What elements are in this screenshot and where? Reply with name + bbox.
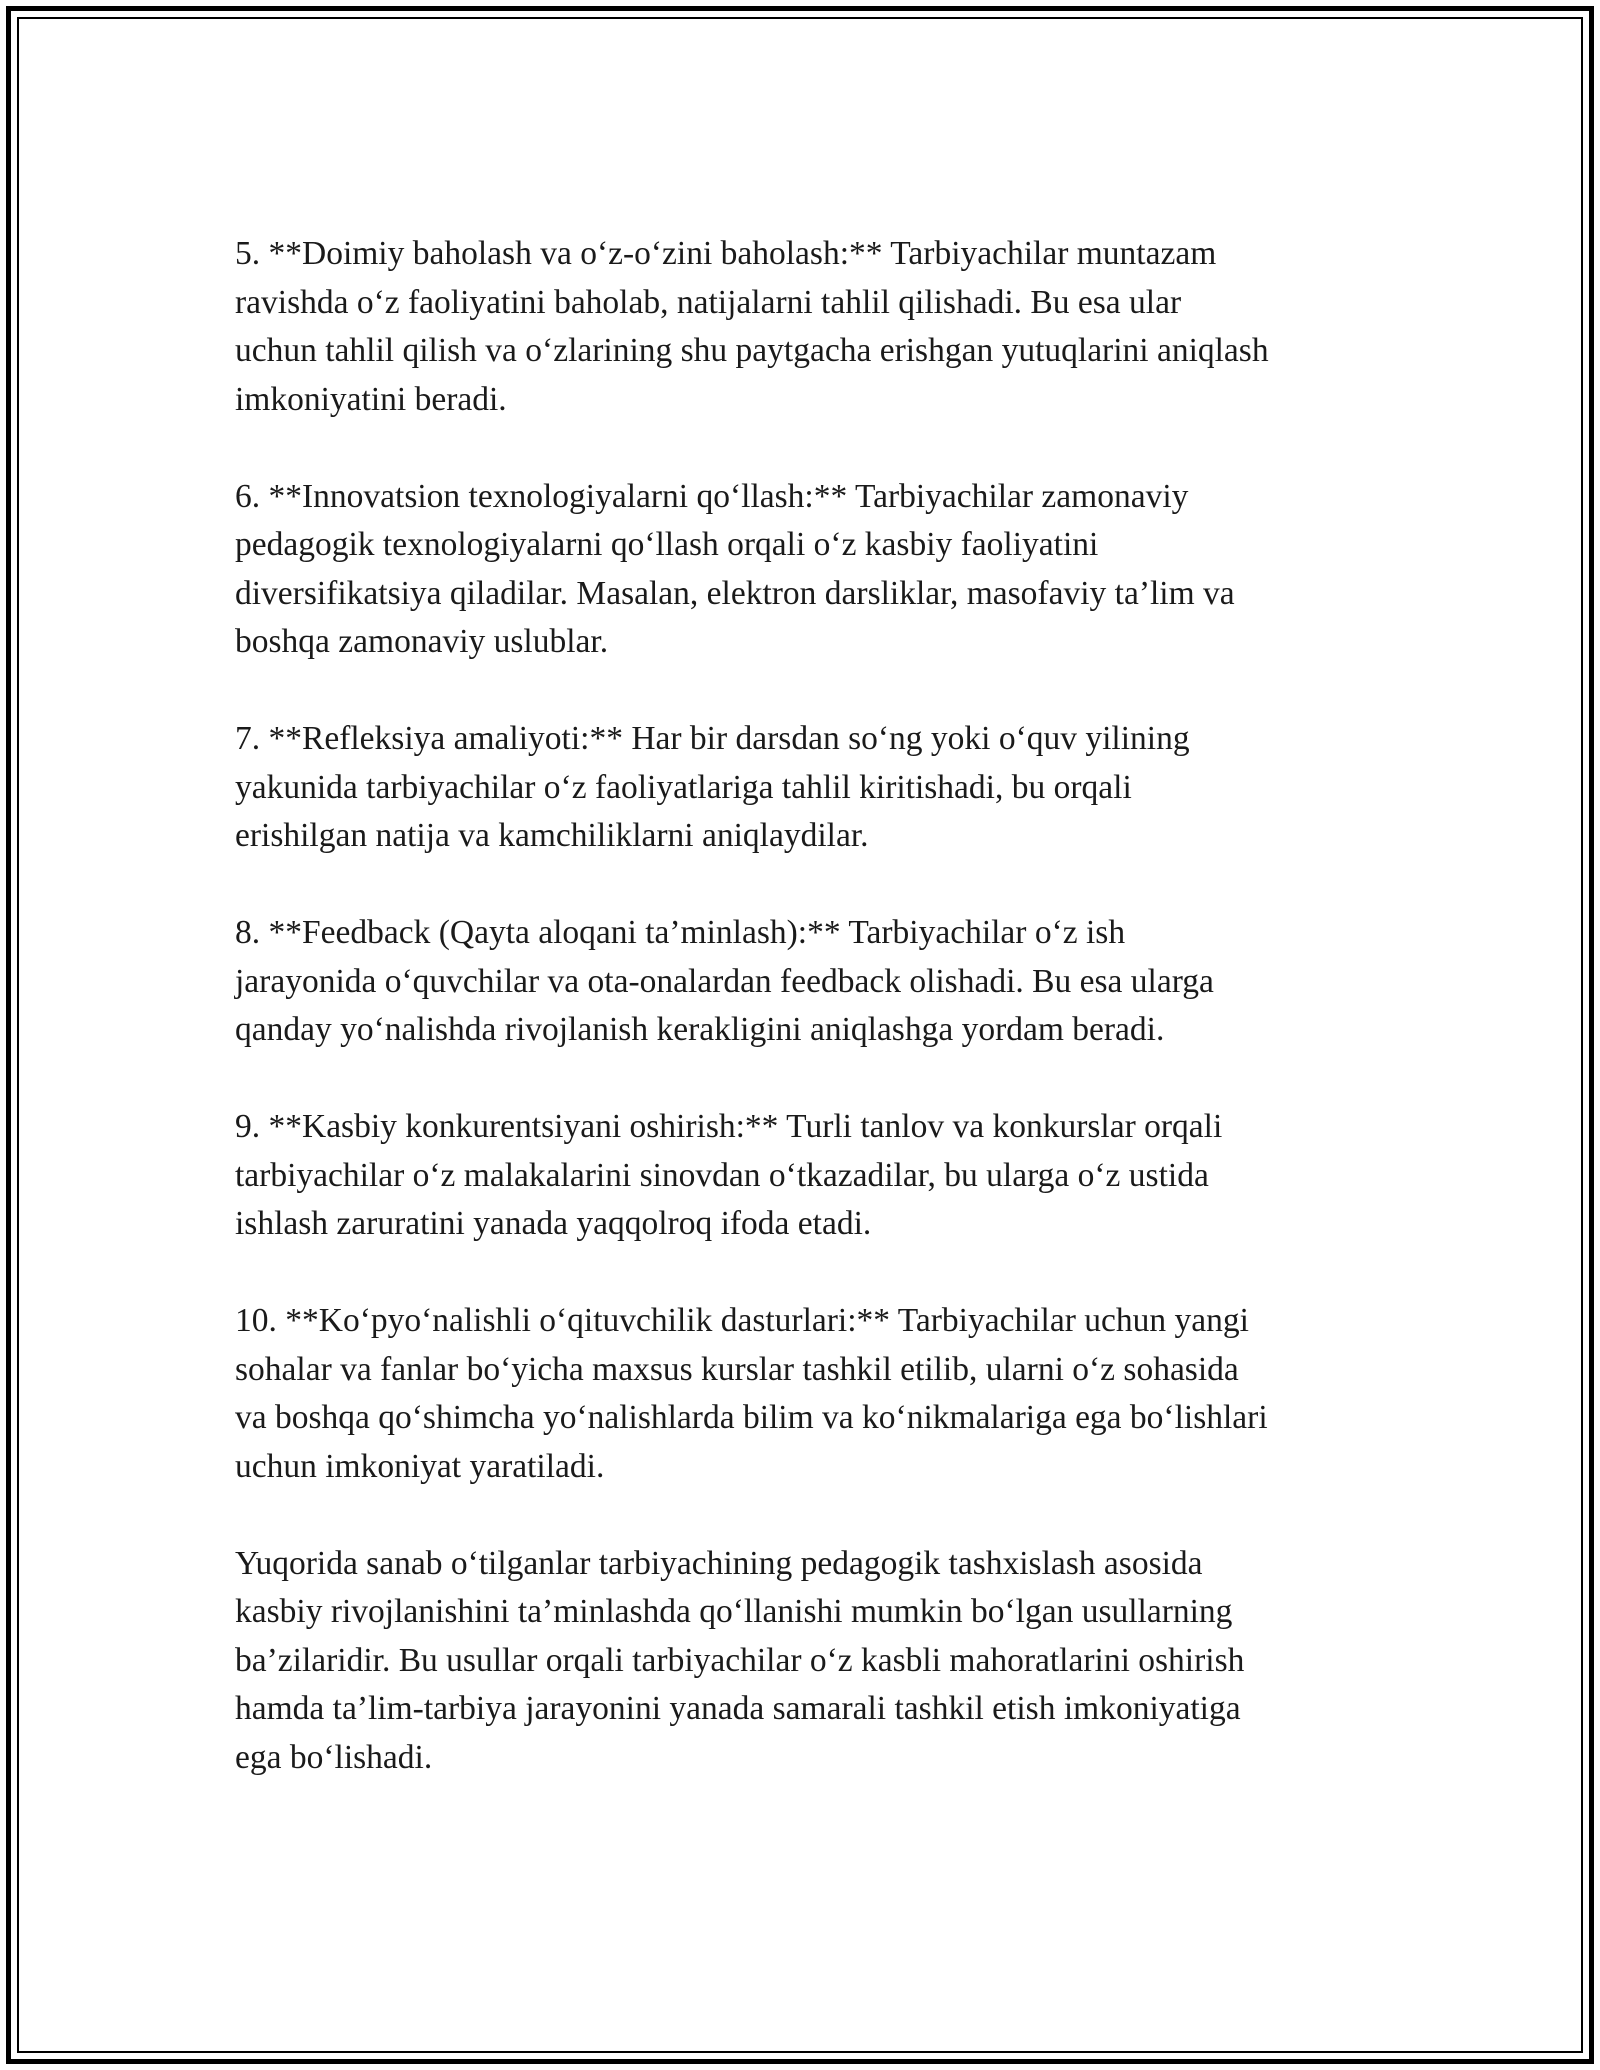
text-line: imkoniyatini beradi.: [235, 380, 507, 418]
text-line: diversifikatsiya qiladilar. Masalan, elektron darsliklar, masofaviy ta’lim va: [235, 574, 1235, 612]
text-line: ravishda o‘z faoliyatini baholab, natijalarni tahlil qilishadi. Bu esa ular: [235, 283, 1182, 321]
text-line: Yuqorida sanab o‘tilganlar tarbiyachining pedagogik tashxislash asosida: [235, 1544, 1203, 1582]
text-line: qanday yo‘nalishda rivojlanish kerakligini aniqlashga yordam beradi.: [235, 1011, 1165, 1048]
text-line: boshqa zamonaviy uslublar.: [235, 623, 609, 660]
text-line: ishlash zaruratini yanada yaqqolroq ifoda etadi.: [235, 1205, 872, 1242]
text-line: 6. **Innovatsion texnologiyalarni qo‘llash:** Tarbiyachilar zamonaviy: [235, 477, 1189, 515]
paragraph-item-10: [235, 1297, 1385, 1491]
text-line: kasbiy rivojlanishini ta’minlashda qo‘llanishi mumkin bo‘lgan usullarning: [235, 1593, 1233, 1630]
text-line: uchun imkoniyat yaratiladi.: [235, 1447, 605, 1485]
text-line: hamda ta’lim-tarbiya jarayonini yanada samarali tashkil etish imkoniyatiga: [235, 1690, 1241, 1727]
text-line: pedagogik texnologiyalarni qo‘llash orqali o‘z kasbiy faoliyatini: [235, 526, 1099, 563]
text-line: ba’zilaridir. Bu usullar orqali tarbiyachilar o‘z kasbli mahoratlarini oshirish: [235, 1641, 1245, 1679]
text-line: yakunida tarbiyachilar o‘z faoliyatlariga tahlil kiritishadi, bu orqali: [235, 768, 1132, 806]
text-line: tarbiyachilar o‘z malakalarini sinovdan o‘tkazadilar, bu ularga o‘z ustida: [235, 1156, 1209, 1194]
text-line: 5. **Doimiy baholash va o‘z-o‘zini baholash:** Tarbiyachilar muntazam: [235, 235, 1217, 272]
paragraph-item-9: [235, 1103, 1385, 1249]
paragraph-item-8: [235, 909, 1385, 1055]
text-line: ega bo‘lishadi.: [235, 1738, 433, 1776]
text-line: uchun tahlil qilish va o‘zlarining shu paytgacha erishgan yutuqlarini aniqlash: [235, 332, 1269, 369]
text-line: 10. **Ko‘pyo‘nalishli o‘qituvchilik dasturlari:** Tarbiyachilar uchun yangi: [235, 1302, 1249, 1339]
paragraph-conclusion: [235, 1540, 1385, 1783]
text-line: jarayonida o‘quvchilar va ota-onalardan feedback olishadi. Bu esa ularga: [235, 962, 1214, 1000]
paragraph-item-5: [235, 230, 1385, 424]
paragraph-item-6: [235, 473, 1385, 667]
document-body: [235, 230, 1385, 1831]
text-line: 8. **Feedback (Qayta aloqani ta’minlash):** Tarbiyachilar o‘z ish: [235, 914, 1126, 951]
paragraph-item-7: [235, 715, 1385, 861]
text-line: 9. **Kasbiy konkurentsiyani oshirish:** Turli tanlov va konkurslar orqali: [235, 1108, 1223, 1145]
text-line: erishilgan natija va kamchiliklarni aniqlaydilar.: [235, 817, 869, 854]
text-line: sohalar va fanlar bo‘yicha maxsus kurslar tashkil etilib, ularni o‘z sohasida: [235, 1350, 1239, 1388]
text-line: va boshqa qo‘shimcha yo‘nalishlarda bilim va ko‘nikmalariga ega bo‘lishlari: [235, 1399, 1268, 1436]
text-line: 7. **Refleksiya amaliyoti:** Har bir darsdan so‘ng yoki o‘quv yilining: [235, 720, 1190, 757]
